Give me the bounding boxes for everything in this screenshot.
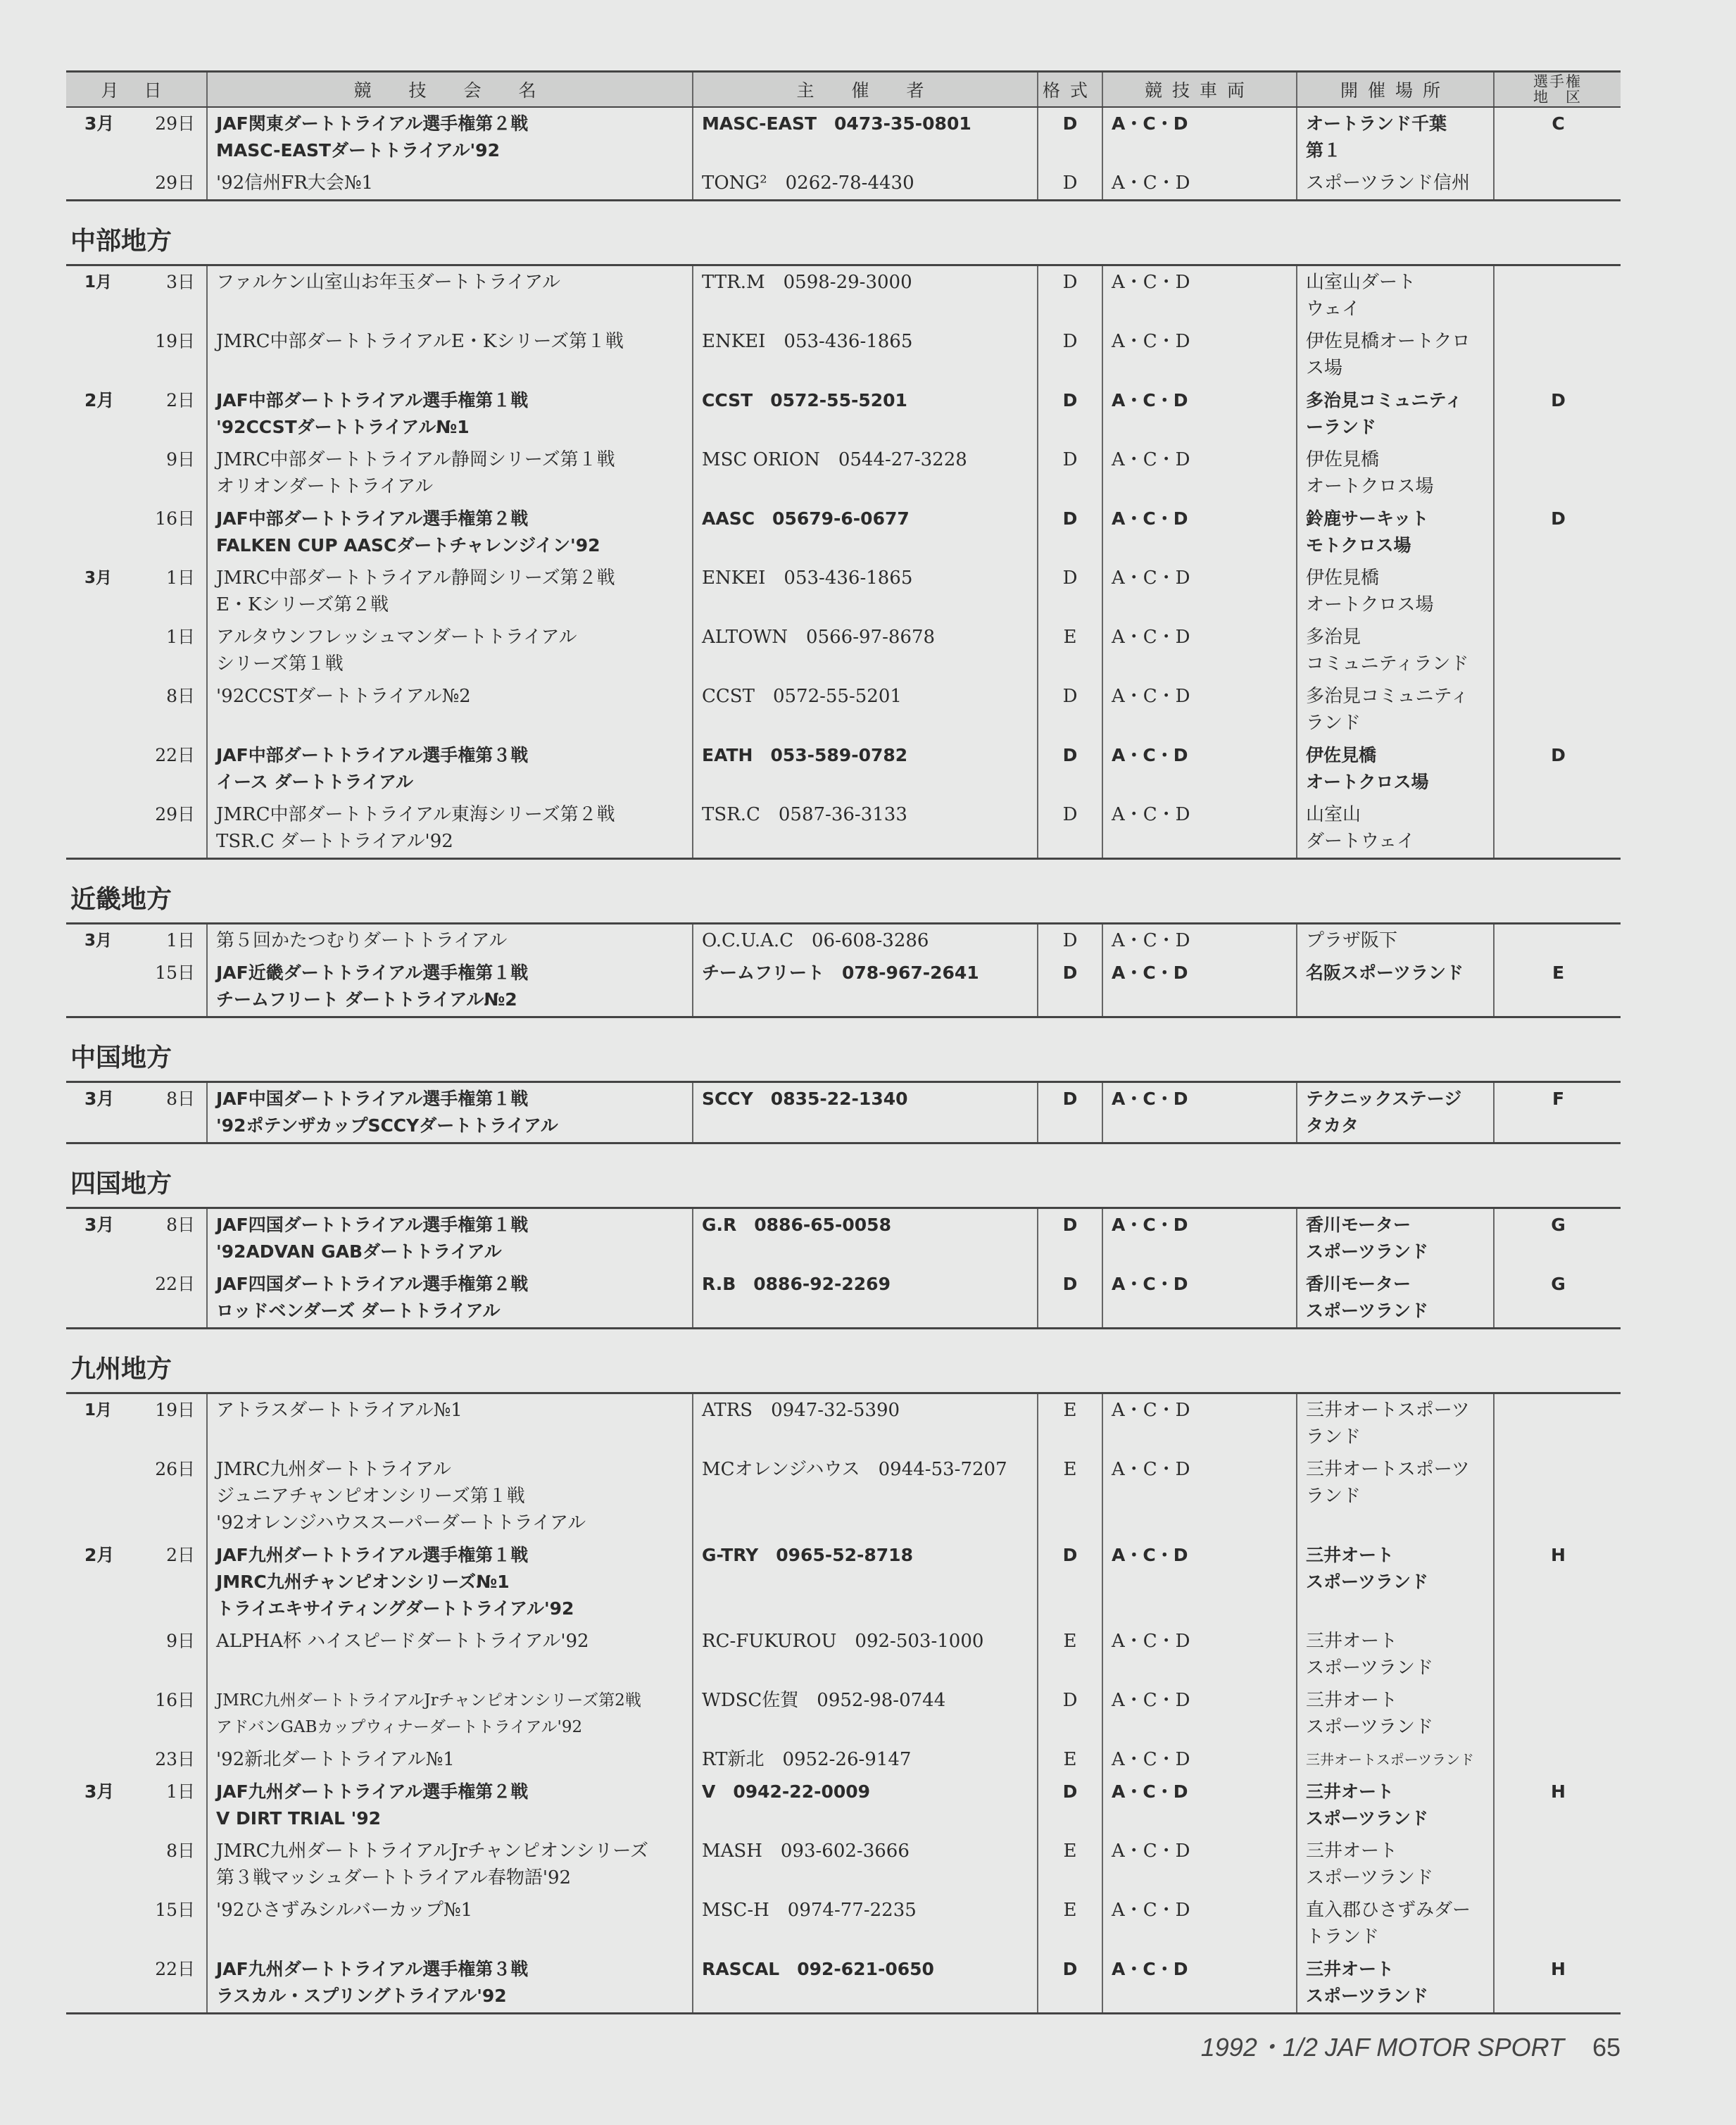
table-row bbox=[66, 1394, 1621, 1453]
event-month: 1月 bbox=[84, 1401, 113, 1419]
event-format: E bbox=[1038, 1625, 1102, 1684]
organizer: MASC-EAST 0473-35-0801 bbox=[693, 107, 1038, 167]
vehicle-class: A・C・D bbox=[1102, 798, 1297, 859]
vehicle-class: A・C・D bbox=[1102, 503, 1297, 562]
schedule-table bbox=[66, 924, 1621, 1018]
championship-area: F bbox=[1494, 1083, 1621, 1143]
championship-area: D bbox=[1494, 739, 1621, 798]
event-format: D bbox=[1038, 957, 1102, 1017]
event-format: D bbox=[1038, 384, 1102, 444]
region-heading: 近畿地方 bbox=[66, 860, 1621, 924]
organizer: ENKEI 053-436-1865 bbox=[693, 325, 1038, 384]
event-day: 16日 bbox=[155, 1690, 195, 1710]
venue: 三井オートスポーツ ランド bbox=[1297, 1394, 1494, 1453]
organizer: WDSC佐賀 0952-98-0744 bbox=[693, 1684, 1038, 1743]
event-month bbox=[66, 167, 137, 201]
venue: 三井オートスポーツランド bbox=[1297, 1743, 1494, 1776]
column-header: 開催場所 bbox=[1297, 72, 1494, 108]
organizer: TTR.M 0598-29-3000 bbox=[693, 266, 1038, 325]
event-name: 第５回かたつむりダートトライアル bbox=[207, 924, 693, 957]
vehicle-class: A・C・D bbox=[1102, 1453, 1297, 1539]
event-month bbox=[66, 444, 137, 503]
event-day: 8日 bbox=[137, 1083, 207, 1143]
organizer: チームフリート 078-967-2641 bbox=[693, 957, 1038, 1017]
event-format: E bbox=[1038, 621, 1102, 680]
championship-area: G bbox=[1494, 1268, 1621, 1329]
organizer: CCST 0572-55-5201 bbox=[693, 680, 1038, 739]
championship-area: H bbox=[1494, 1776, 1621, 1835]
table-row bbox=[66, 1835, 1621, 1894]
organizer: G-TRY 0965-52-8718 bbox=[693, 1539, 1038, 1625]
table-row bbox=[66, 1743, 1621, 1776]
vehicle-class: A・C・D bbox=[1102, 957, 1297, 1017]
championship-area bbox=[1494, 798, 1621, 859]
event-month bbox=[66, 680, 137, 739]
column-header: 選手権 地 区 bbox=[1494, 72, 1621, 108]
event-name: JAF四国ダートトライアル選手権第１戦 '92ADVAN GABダートトライアル bbox=[207, 1209, 693, 1268]
table-row bbox=[66, 384, 1621, 444]
event-name: JAF中部ダートトライアル選手権第３戦 イース ダートトライアル bbox=[207, 739, 693, 798]
table-row bbox=[66, 562, 1621, 621]
column-header: 競技車両 bbox=[1102, 72, 1297, 108]
venue: テクニックステージ タカタ bbox=[1297, 1083, 1494, 1143]
organizer: TONG² 0262-78-4430 bbox=[693, 167, 1038, 201]
vehicle-class: A・C・D bbox=[1102, 1776, 1297, 1835]
event-format: D bbox=[1038, 924, 1102, 957]
event-format: D bbox=[1038, 444, 1102, 503]
region-heading: 九州地方 bbox=[66, 1329, 1621, 1394]
venue: 三井オート スポーツランド bbox=[1297, 1684, 1494, 1743]
event-name: JAF九州ダートトライアル選手権第２戦 V DIRT TRIAL '92 bbox=[207, 1776, 693, 1835]
event-month: 3月 bbox=[84, 1781, 115, 1802]
event-day: 22日 bbox=[155, 745, 195, 765]
championship-area bbox=[1494, 1453, 1621, 1539]
organizer: RC-FUKUROU 092-503-1000 bbox=[693, 1625, 1038, 1684]
venue: 香川モーター スポーツランド bbox=[1297, 1209, 1494, 1268]
event-day: 19日 bbox=[155, 1400, 195, 1420]
vehicle-class: A・C・D bbox=[1102, 325, 1297, 384]
venue: 鈴鹿サーキット モトクロス場 bbox=[1297, 503, 1494, 562]
event-name: JMRC九州ダートトライアルJrチャンピオンシリーズ 第３戦マッシュダートトライアル春物語'92 bbox=[207, 1835, 693, 1894]
table-row bbox=[66, 107, 1621, 167]
event-day: 2日 bbox=[166, 390, 195, 410]
event-name: JAF関東ダートトライアル選手権第２戦 MASC-EASTダートトライアル'92 bbox=[207, 107, 693, 167]
event-format: D bbox=[1038, 503, 1102, 562]
vehicle-class: A・C・D bbox=[1102, 1394, 1297, 1453]
vehicle-class: A・C・D bbox=[1102, 107, 1297, 167]
venue: 伊佐見橋 オートクロス場 bbox=[1297, 562, 1494, 621]
championship-area: C bbox=[1494, 107, 1621, 167]
event-format: D bbox=[1038, 739, 1102, 798]
table-row bbox=[66, 1953, 1621, 2014]
championship-area: H bbox=[1494, 1953, 1621, 2014]
championship-area: E bbox=[1494, 957, 1621, 1017]
venue: 香川モーター スポーツランド bbox=[1297, 1268, 1494, 1329]
vehicle-class: A・C・D bbox=[1102, 444, 1297, 503]
page-number: 65 bbox=[1592, 2033, 1621, 2062]
vehicle-class: A・C・D bbox=[1102, 739, 1297, 798]
vehicle-class: A・C・D bbox=[1102, 1083, 1297, 1143]
organizer: AASC 05679-6-0677 bbox=[693, 503, 1038, 562]
organizer: MCオレンジハウス 0944-53-7207 bbox=[693, 1453, 1038, 1539]
championship-area bbox=[1494, 444, 1621, 503]
championship-area: D bbox=[1494, 503, 1621, 562]
organizer: O.C.U.A.C 06-608-3286 bbox=[693, 924, 1038, 957]
table-row bbox=[66, 739, 1621, 798]
event-name: ファルケン山室山お年玉ダートトライアル bbox=[207, 266, 693, 325]
schedule bbox=[66, 70, 1621, 2014]
event-month bbox=[66, 621, 137, 680]
table-row bbox=[66, 1776, 1621, 1835]
event-name: JMRC中部ダートトライアル静岡シリーズ第２戦 E・Kシリーズ第２戦 bbox=[207, 562, 693, 621]
event-format: E bbox=[1038, 1835, 1102, 1894]
organizer: MASH 093-602-3666 bbox=[693, 1835, 1038, 1894]
event-name: JMRC中部ダートトライアル東海シリーズ第２戦 TSR.C ダートトライアル'92 bbox=[207, 798, 693, 859]
table-row bbox=[66, 1894, 1621, 1953]
vehicle-class: A・C・D bbox=[1102, 1684, 1297, 1743]
event-day: 8日 bbox=[166, 1841, 195, 1861]
event-day: 9日 bbox=[166, 449, 195, 470]
event-month bbox=[66, 325, 137, 384]
vehicle-class: A・C・D bbox=[1102, 1743, 1297, 1776]
event-month bbox=[66, 1743, 137, 1776]
region-heading: 中国地方 bbox=[66, 1018, 1621, 1083]
event-month: 2月 bbox=[84, 390, 115, 410]
vehicle-class: A・C・D bbox=[1102, 167, 1297, 201]
table-row bbox=[66, 1684, 1621, 1743]
event-month: 3月 bbox=[84, 932, 113, 950]
column-header: 月 日 bbox=[66, 72, 207, 108]
schedule-table bbox=[66, 1083, 1621, 1144]
event-format: D bbox=[1038, 1209, 1102, 1268]
event-day: 2日 bbox=[166, 1545, 195, 1565]
venue: 山室山ダート ウェイ bbox=[1297, 266, 1494, 325]
championship-area bbox=[1494, 621, 1621, 680]
championship-area bbox=[1494, 924, 1621, 957]
event-month bbox=[66, 1453, 137, 1539]
event-month: 2月 bbox=[84, 1545, 115, 1565]
organizer: MSC-H 0974-77-2235 bbox=[693, 1894, 1038, 1953]
event-day: 29日 bbox=[155, 113, 196, 134]
event-day: 9日 bbox=[166, 1631, 195, 1651]
event-month bbox=[66, 503, 137, 562]
vehicle-class: A・C・D bbox=[1102, 1894, 1297, 1953]
event-name: JAF九州ダートトライアル選手権第１戦 JMRC九州チャンピオンシリーズ№1 トライエキサイティングダートトライアル'92 bbox=[207, 1539, 693, 1625]
event-format: D bbox=[1038, 562, 1102, 621]
venue: 三井オート スポーツランド bbox=[1297, 1953, 1494, 2014]
venue: 多治見コミュニティ ーランド bbox=[1297, 384, 1494, 444]
column-header: 主 催 者 bbox=[693, 72, 1038, 108]
event-name: ALPHA杯 ハイスピードダートトライアル'92 bbox=[207, 1625, 693, 1684]
championship-area bbox=[1494, 680, 1621, 739]
event-name: JMRC九州ダートトライアルJrチャンピオンシリーズ第2戦 アドバンGABカップウィナーダートトライアル'92 bbox=[207, 1684, 693, 1743]
event-day: 3日 bbox=[166, 272, 195, 292]
event-format: E bbox=[1038, 1743, 1102, 1776]
vehicle-class: A・C・D bbox=[1102, 1268, 1297, 1329]
event-name: JMRC九州ダートトライアル ジュニアチャンピオンシリーズ第１戦 '92オレンジハウススーパーダートトライアル bbox=[207, 1453, 693, 1539]
venue: 三井オート スポーツランド bbox=[1297, 1625, 1494, 1684]
event-name: JMRC中部ダートトライアルE・Kシリーズ第１戦 bbox=[207, 325, 693, 384]
event-month: 3月 bbox=[66, 1083, 137, 1143]
venue: プラザ阪下 bbox=[1297, 924, 1494, 957]
venue: 多治見 コミュニティランド bbox=[1297, 621, 1494, 680]
vehicle-class: A・C・D bbox=[1102, 384, 1297, 444]
organizer: MSC ORION 0544-27-3228 bbox=[693, 444, 1038, 503]
event-day: 22日 bbox=[137, 1953, 207, 2014]
event-month bbox=[66, 1894, 137, 1953]
event-month bbox=[66, 1625, 137, 1684]
event-format: D bbox=[1038, 167, 1102, 201]
venue: オートランド千葉 第１ bbox=[1297, 107, 1494, 167]
event-name: '92信州FR大会№1 bbox=[207, 167, 693, 201]
venue: 伊佐見橋 オートクロス場 bbox=[1297, 444, 1494, 503]
vehicle-class: A・C・D bbox=[1102, 680, 1297, 739]
event-format: D bbox=[1038, 680, 1102, 739]
column-header: 格式 bbox=[1038, 72, 1102, 108]
table-row bbox=[66, 1625, 1621, 1684]
event-month bbox=[66, 1684, 137, 1743]
venue: 伊佐見橋 オートクロス場 bbox=[1297, 739, 1494, 798]
schedule-table bbox=[66, 1394, 1621, 2014]
event-day: 22日 bbox=[137, 1268, 207, 1329]
table-row bbox=[66, 1268, 1621, 1329]
table-row bbox=[66, 957, 1621, 1017]
venue: 伊佐見橋オートクロ ス場 bbox=[1297, 325, 1494, 384]
event-name: JAF九州ダートトライアル選手権第３戦 ラスカル・スプリングトライアル'92 bbox=[207, 1953, 693, 2014]
event-format: D bbox=[1038, 266, 1102, 325]
event-name: JAF中国ダートトライアル選手権第１戦 '92ポテンザカップSCCYダートトライアル bbox=[207, 1083, 693, 1143]
venue: 名阪スポーツランド bbox=[1297, 957, 1494, 1017]
event-name: '92新北ダートトライアル№1 bbox=[207, 1743, 693, 1776]
schedule-table bbox=[66, 1209, 1621, 1329]
vehicle-class: A・C・D bbox=[1102, 1835, 1297, 1894]
organizer: R.B 0886-92-2269 bbox=[693, 1268, 1038, 1329]
region-heading: 中部地方 bbox=[66, 201, 1621, 266]
event-day: 1日 bbox=[166, 1781, 195, 1802]
schedule-table bbox=[66, 266, 1621, 860]
table-row bbox=[66, 167, 1621, 201]
championship-area: H bbox=[1494, 1539, 1621, 1625]
event-format: D bbox=[1038, 798, 1102, 859]
event-day: 26日 bbox=[155, 1459, 195, 1479]
event-format: D bbox=[1038, 1083, 1102, 1143]
event-name: '92ひさずみシルバーカップ№1 bbox=[207, 1894, 693, 1953]
event-month bbox=[66, 1268, 137, 1329]
region-heading: 四国地方 bbox=[66, 1144, 1621, 1209]
event-month bbox=[66, 798, 137, 859]
event-format: D bbox=[1038, 1539, 1102, 1625]
event-name: JAF中部ダートトライアル選手権第１戦 '92CCSTダートトライアル№1 bbox=[207, 384, 693, 444]
event-name: JAF四国ダートトライアル選手権第２戦 ロッドベンダーズ ダートトライアル bbox=[207, 1268, 693, 1329]
organizer: ALTOWN 0566-97-8678 bbox=[693, 621, 1038, 680]
championship-area bbox=[1494, 325, 1621, 384]
vehicle-class: A・C・D bbox=[1102, 924, 1297, 957]
organizer: RT新北 0952-26-9147 bbox=[693, 1743, 1038, 1776]
event-day: 29日 bbox=[137, 167, 207, 201]
championship-area bbox=[1494, 1684, 1621, 1743]
event-name: '92CCSTダートトライアル№2 bbox=[207, 680, 693, 739]
table-row bbox=[66, 1453, 1621, 1539]
event-name: アトラスダートトライアル№1 bbox=[207, 1394, 693, 1453]
championship-area bbox=[1494, 562, 1621, 621]
event-month: 1月 bbox=[84, 273, 113, 292]
organizer: G.R 0886-65-0058 bbox=[693, 1209, 1038, 1268]
championship-area bbox=[1494, 266, 1621, 325]
event-name: JMRC中部ダートトライアル静岡シリーズ第１戦 オリオンダートトライアル bbox=[207, 444, 693, 503]
event-month bbox=[66, 1953, 137, 2014]
event-day: 1日 bbox=[166, 930, 195, 951]
table-row bbox=[66, 798, 1621, 859]
event-format: D bbox=[1038, 107, 1102, 167]
organizer: SCCY 0835-22-1340 bbox=[693, 1083, 1038, 1143]
venue: 三井オート スポーツランド bbox=[1297, 1539, 1494, 1625]
vehicle-class: A・C・D bbox=[1102, 621, 1297, 680]
table-row bbox=[66, 924, 1621, 957]
event-month bbox=[66, 739, 137, 798]
venue: 三井オートスポーツ ランド bbox=[1297, 1453, 1494, 1539]
event-day: 1日 bbox=[166, 627, 195, 647]
table-row bbox=[66, 1209, 1621, 1268]
event-month: 3月 bbox=[84, 569, 113, 587]
table-row bbox=[66, 621, 1621, 680]
championship-area bbox=[1494, 167, 1621, 201]
column-header: 競 技 会 名 bbox=[207, 72, 693, 108]
event-format: D bbox=[1038, 1953, 1102, 2014]
magazine-issue: 1992・1/2 JAF MOTOR SPORT bbox=[1200, 2033, 1564, 2062]
event-format: E bbox=[1038, 1453, 1102, 1539]
event-format: E bbox=[1038, 1394, 1102, 1453]
event-day: 29日 bbox=[137, 798, 207, 859]
event-format: D bbox=[1038, 325, 1102, 384]
vehicle-class: A・C・D bbox=[1102, 1953, 1297, 2014]
event-month: 3月 bbox=[84, 1215, 115, 1235]
vehicle-class: A・C・D bbox=[1102, 1209, 1297, 1268]
event-name: アルタウンフレッシュマンダートトライアル シリーズ第１戦 bbox=[207, 621, 693, 680]
organizer: EATH 053-589-0782 bbox=[693, 739, 1038, 798]
championship-area bbox=[1494, 1894, 1621, 1953]
vehicle-class: A・C・D bbox=[1102, 1625, 1297, 1684]
event-name: JAF中部ダートトライアル選手権第２戦 FALKEN CUP AASCダートチャレンジイン'92 bbox=[207, 503, 693, 562]
organizer: ATRS 0947-32-5390 bbox=[693, 1394, 1038, 1453]
event-day: 15日 bbox=[137, 957, 207, 1017]
table-row bbox=[66, 680, 1621, 739]
championship-area: D bbox=[1494, 384, 1621, 444]
vehicle-class: A・C・D bbox=[1102, 266, 1297, 325]
organizer: TSR.C 0587-36-3133 bbox=[693, 798, 1038, 859]
event-day: 15日 bbox=[155, 1900, 195, 1920]
table-row bbox=[66, 266, 1621, 325]
event-day: 23日 bbox=[155, 1749, 195, 1769]
event-format: D bbox=[1038, 1776, 1102, 1835]
event-format: D bbox=[1038, 1268, 1102, 1329]
organizer: CCST 0572-55-5201 bbox=[693, 384, 1038, 444]
table-row bbox=[66, 503, 1621, 562]
venue: 三井オート スポーツランド bbox=[1297, 1835, 1494, 1894]
page-footer bbox=[1201, 2028, 1621, 2064]
championship-area bbox=[1494, 1625, 1621, 1684]
table-row bbox=[66, 325, 1621, 384]
table-row bbox=[66, 1539, 1621, 1625]
venue: 三井オート スポーツランド bbox=[1297, 1776, 1494, 1835]
event-day: 8日 bbox=[166, 686, 195, 706]
vehicle-class: A・C・D bbox=[1102, 1539, 1297, 1625]
organizer: ENKEI 053-436-1865 bbox=[693, 562, 1038, 621]
event-month bbox=[66, 1835, 137, 1894]
schedule-table bbox=[66, 70, 1621, 201]
event-day: 1日 bbox=[166, 568, 195, 588]
event-day: 8日 bbox=[166, 1215, 195, 1235]
event-format: D bbox=[1038, 1684, 1102, 1743]
event-day: 16日 bbox=[155, 508, 195, 529]
organizer: V 0942-22-0009 bbox=[693, 1776, 1038, 1835]
championship-area bbox=[1494, 1394, 1621, 1453]
table-row bbox=[66, 1083, 1621, 1143]
venue: 直入郡ひさずみダー トランド bbox=[1297, 1894, 1494, 1953]
event-month: 3月 bbox=[84, 113, 115, 134]
venue: 多治見コミュニティ ランド bbox=[1297, 680, 1494, 739]
championship-area: G bbox=[1494, 1209, 1621, 1268]
vehicle-class: A・C・D bbox=[1102, 562, 1297, 621]
table-row bbox=[66, 444, 1621, 503]
event-format: E bbox=[1038, 1894, 1102, 1953]
event-month bbox=[66, 957, 137, 1017]
venue: スポーツランド信州 bbox=[1297, 167, 1494, 201]
event-name: JAF近畿ダートトライアル選手権第１戦 チームフリート ダートトライアル№2 bbox=[207, 957, 693, 1017]
championship-area bbox=[1494, 1743, 1621, 1776]
event-day: 19日 bbox=[155, 331, 195, 351]
venue: 山室山 ダートウェイ bbox=[1297, 798, 1494, 859]
organizer: RASCAL 092-621-0650 bbox=[693, 1953, 1038, 2014]
championship-area bbox=[1494, 1835, 1621, 1894]
